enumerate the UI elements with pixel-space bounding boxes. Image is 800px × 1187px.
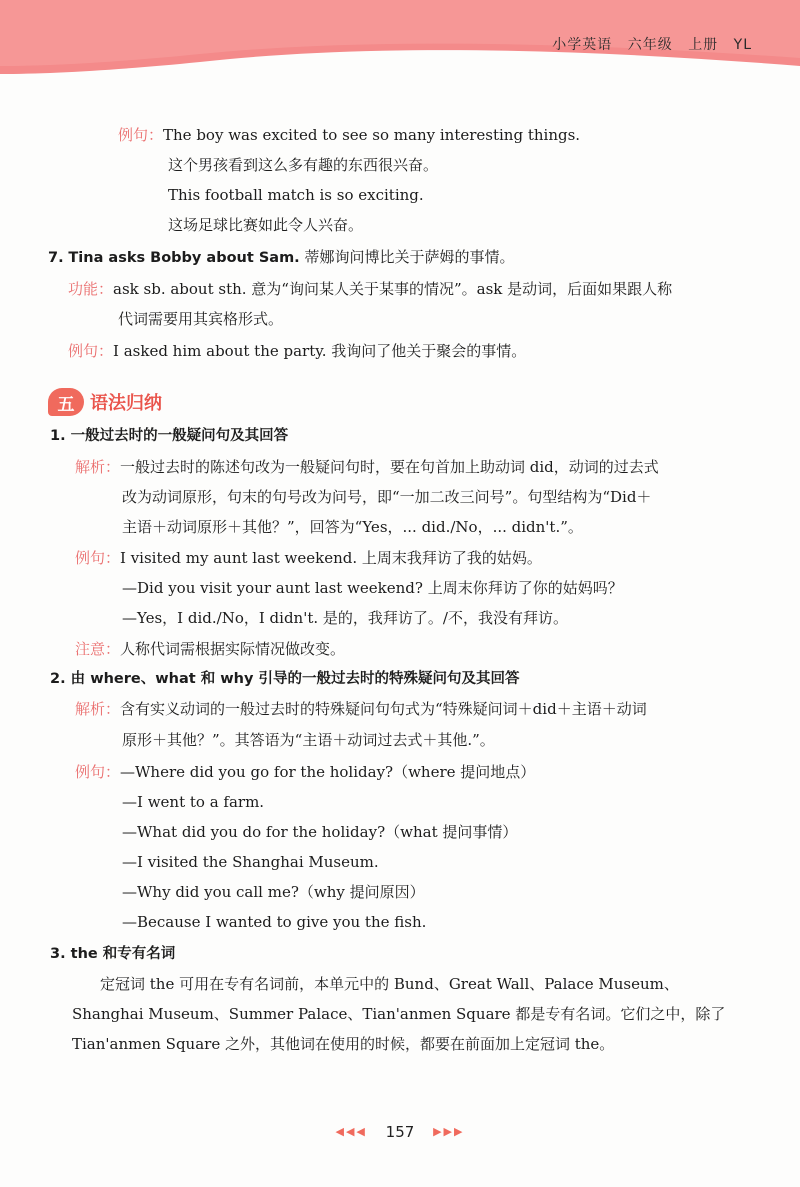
example-label: 例句： xyxy=(75,763,121,781)
item-7-sentence: Tina asks Bobby about Sam. xyxy=(68,250,300,266)
example-sentence: —I visited the Shanghai Museum. xyxy=(122,853,379,871)
analysis-line xyxy=(75,456,659,478)
example-sentence: —Why did you call me?（why 提问原因） xyxy=(122,883,425,901)
example-label: 例句： xyxy=(75,549,121,567)
grammar-3-title: 3. the 和专有名词 xyxy=(50,946,176,962)
example-sentence: —Because I wanted to give you the fish. xyxy=(122,913,427,931)
example-line xyxy=(118,124,580,146)
page-number: 157 xyxy=(385,1122,415,1141)
example-label: 例句： xyxy=(68,342,114,360)
analysis-text: 主语＋动词原形＋其他？”，回答为“Yes，... did./No，... didn't.”。 xyxy=(122,518,583,536)
example-translation: 这场足球比赛如此令人兴奋。 xyxy=(168,216,364,234)
analysis-text: 原形＋其他？”。其答语为“主语＋动词过去式＋其他.”。 xyxy=(122,731,495,749)
example-line xyxy=(68,340,526,362)
function-text: ask sb. about sth. 意为“询问某人关于某事的情况”。ask 是动词，后面如果跟人称 xyxy=(113,280,673,298)
header-term: 上册 xyxy=(688,37,719,53)
note-label: 注意： xyxy=(75,640,121,658)
example-sentence: —Did you visit your aunt last weekend? 上周末你拜访了你的姑妈吗？ xyxy=(122,579,623,597)
example-sentence: —Where did you go for the holiday?（where 提问地点） xyxy=(120,763,536,781)
example-sentence: I visited my aunt last weekend. 上周末我拜访了我的姑妈。 xyxy=(120,549,542,567)
example-line xyxy=(75,761,535,783)
header-book-info xyxy=(542,34,752,54)
grammar-1-title: 1. 一般过去时的一般疑问句及其回答 xyxy=(50,428,289,444)
example-line xyxy=(75,547,542,569)
paragraph-line: Shanghai Museum、Summer Palace、Tian'anmen Square 都是专有名词。它们之中，除了 xyxy=(72,1005,726,1023)
example-label: 例句： xyxy=(118,126,164,144)
header-subject: 小学英语 xyxy=(552,37,613,53)
note-text: 人称代词需根据实际情况做改变。 xyxy=(120,640,346,658)
note-line xyxy=(75,638,345,660)
example-sentence: —I went to a farm. xyxy=(122,793,265,811)
example-sentence: I asked him about the party. 我询问了他关于聚会的事情。 xyxy=(113,342,527,360)
header-grade: 六年级 xyxy=(627,37,673,53)
analysis-text: 一般过去时的陈述句改为一般疑问句时，要在句首加上助动词 did，动词的过去式 xyxy=(120,458,659,476)
item-7-heading xyxy=(48,246,515,269)
page-footer xyxy=(0,1122,800,1141)
next-arrows-icon: ▶▶▶ xyxy=(433,1125,465,1138)
section-header xyxy=(48,387,162,417)
analysis-label: 解析： xyxy=(75,700,121,718)
example-sentence: —What did you do for the holiday?（what 提问事情） xyxy=(122,823,518,841)
paragraph-line: 定冠词 the 可用在专有名词前，本单元中的 Bund、Great Wall、Palace Museum、 xyxy=(100,975,679,993)
analysis-text: 改为动词原形，句末的句号改为问号，即“一加二改三问号”。句型结构为“Did＋ xyxy=(122,488,652,506)
paragraph-line: Tian'anmen Square 之外，其他词在使用的时候，都要在前面加上定冠词 the。 xyxy=(72,1035,615,1053)
example-sentence: The boy was excited to see so many interesting things. xyxy=(163,126,581,144)
analysis-line xyxy=(75,698,647,720)
item-7-translation: 蒂娜询问博比关于萨姆的事情。 xyxy=(304,248,515,266)
section-title: 语法归纳 xyxy=(90,393,162,414)
example-sentence: This football match is so exciting. xyxy=(168,186,424,204)
grammar-2-title: 2. 由 where、what 和 why 引导的一般过去时的特殊疑问句及其回答 xyxy=(50,671,520,687)
function-line xyxy=(68,278,672,300)
section-badge: 五 xyxy=(48,388,84,416)
analysis-label: 解析： xyxy=(75,458,121,476)
header-edition: YL xyxy=(733,37,752,53)
function-text-cont: 代词需要用其宾格形式。 xyxy=(118,310,284,328)
function-label: 功能： xyxy=(68,280,114,298)
prev-arrows-icon: ◀◀◀ xyxy=(335,1125,367,1138)
example-sentence: —Yes，I did./No，I didn't. 是的，我拜访了。/不，我没有拜访。 xyxy=(122,609,568,627)
item-7-number: 7. xyxy=(48,250,64,266)
example-translation: 这个男孩看到这么多有趣的东西很兴奋。 xyxy=(168,156,439,174)
analysis-text: 含有实义动词的一般过去时的特殊疑问句句式为“特殊疑问词＋did＋主语＋动词 xyxy=(120,700,647,718)
